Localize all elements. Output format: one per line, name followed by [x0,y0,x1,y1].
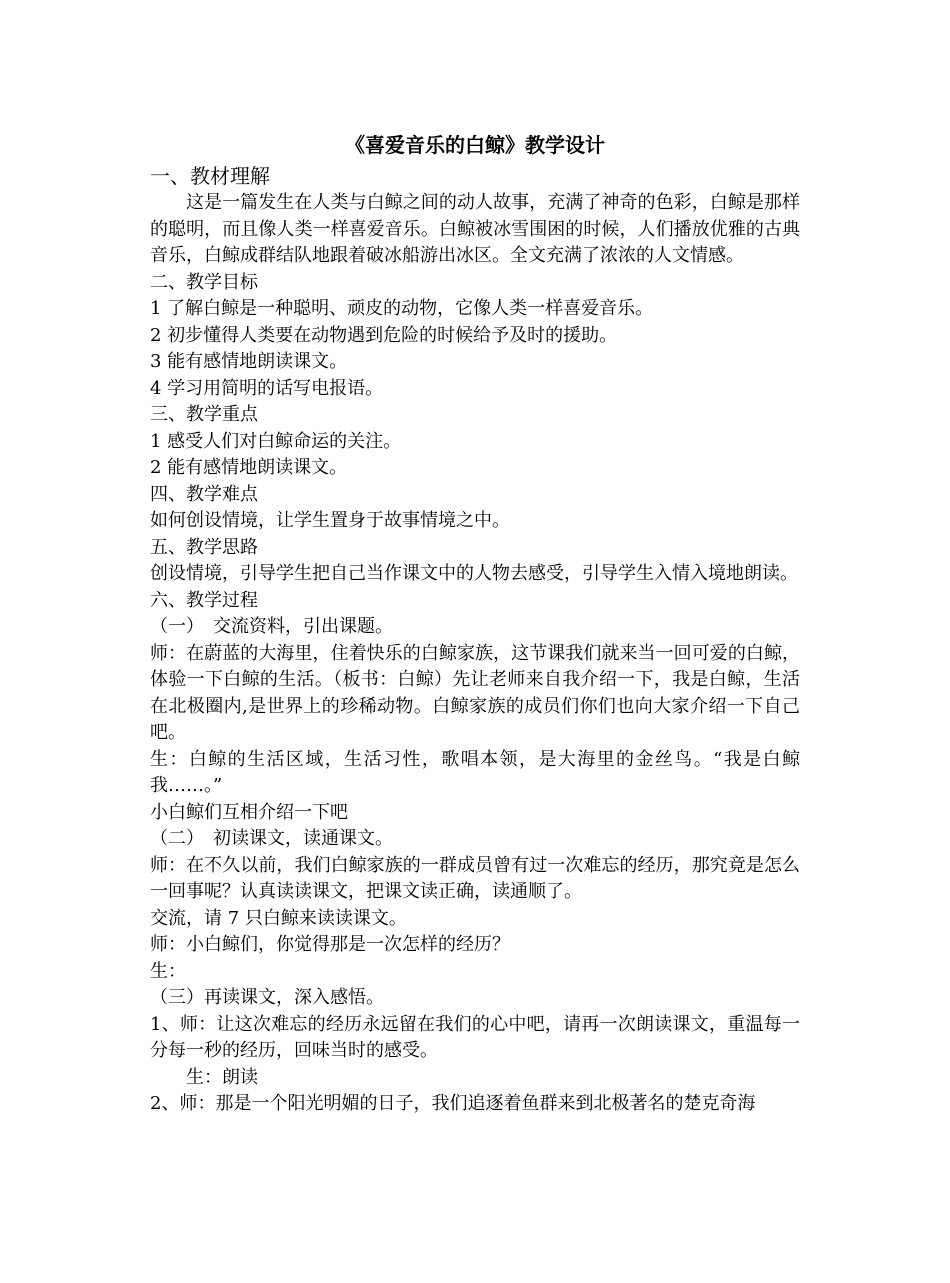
process-step-1: （一） 交流资料，引出课题。 [150,616,393,637]
paragraph-textbook-understanding: 这是一篇发生在人类与白鲸之间的动人故事，充满了神奇的色彩，白鲸是那样的聪明，而且像人类一样喜爱音乐。白鲸被冰雪围困的时候，人们播放优雅的古典音乐，白鲸成群结队地跟着破冰船游出冰区。全文充满了浓浓的人文情感。 [150,192,800,266]
process-step-3: （三）再读课文，深入感悟。 [150,987,384,1008]
section-heading-key-points: 三、教学重点 [150,404,258,425]
paragraph-difficulties: 如何创设情境，让学生置身于故事情境之中。 [150,510,510,531]
list-item: 2 初步懂得人类要在动物遇到危险的时候给予及时的援助。 [150,324,618,346]
paragraph-student-answer: 生： [150,960,186,982]
paragraph-teacher-reading: 师：在不久以前，我们白鲸家族的一群成员曾有过一次难忘的经历，那究竟是怎么一回事呢？认真读读课文，把课文读正确，读通顺了。 [150,854,800,902]
section-heading-textbook: 一、教材理解 [150,164,270,188]
document-body [150,128,800,1118]
paragraph-student-intro: 生：白鲸的生活区域，生活习性，歌唱本领，是大海里的金丝鸟。“我是白鲸我……。” [150,748,800,796]
document-title: 《喜爱音乐的白鲸》教学设计 [345,133,605,157]
list-item: 1 了解白鲸是一种聪明、顽皮的动物，它像人类一样喜爱音乐。 [150,298,654,319]
paragraph-peer-intro: 小白鲸们互相介绍一下吧 [150,801,348,823]
section-heading-goals: 二、教学目标 [150,271,258,293]
section-heading-approach: 五、教学思路 [150,536,258,558]
paragraph-teacher-question: 师：小白鲸们，你觉得那是一次怎样的经历？ [150,934,510,955]
paragraph-student-reading: 生：朗读 [186,1066,258,1088]
list-item: 2 能有感情地朗读课文。 [150,457,348,478]
paragraph-sunny-day: 2、师：那是一个阳光明媚的日子，我们追逐着鱼群来到北极著名的楚克奇海 [150,1093,756,1114]
list-item: 4 学习用简明的话写电报语。 [150,377,384,399]
paragraph-teacher-intro: 师：在蔚蓝的大海里，住着快乐的白鲸家族，这节课我们就来当一回可爱的白鲸，体验一下白鲸的生活。（板书：白鲸）先让老师来自我介绍一下，我是白鲸，生活在北极圈内,是世界上的珍稀动物。白鲸家族的成员们你们也向大家介绍一下自己吧。 [150,642,800,743]
section-heading-process: 六、教学过程 [150,589,258,611]
paragraph-approach: 创设情境，引导学生把自己当作课文中的人物去感受，引导学生入情入境地朗读。 [150,563,798,584]
paragraph-reread: 1、师：让这次难忘的经历永远留在我们的心中吧，请再一次朗读课文，重温每一分每一秒的经历，回味当时的感受。 [150,1013,800,1061]
list-item: 3 能有感情地朗读课文。 [150,351,348,372]
paragraph-exchange: 交流，请 7 只白鲸来读读课文。 [150,907,407,929]
list-item: 1 感受人们对白鲸命运的关注。 [150,430,402,452]
section-heading-difficulties: 四、教学难点 [150,483,258,505]
process-step-2: （二） 初读课文，读通课文。 [150,828,393,849]
